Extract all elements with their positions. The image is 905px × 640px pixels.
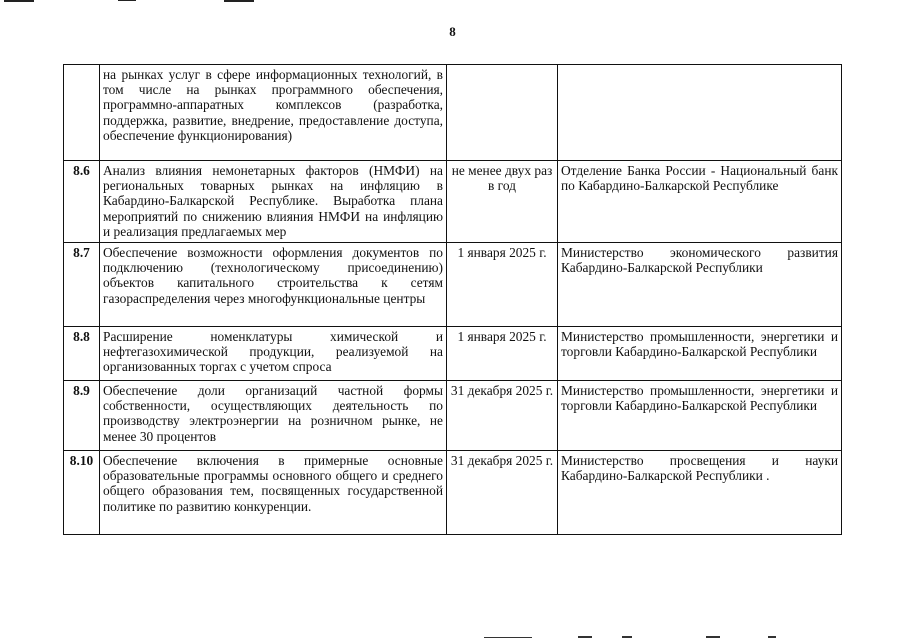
measures-table [63, 64, 842, 535]
measure-text: на рынках услуг в сфере информационных технологий, в том числе на рынках программного обеспечения, программно-аппаратных комплексов (разработка, поддержка, развитие, внедрение, предоставление доступа, обеспечение функционирования) [100, 65, 447, 161]
scan-edge-mark [622, 636, 632, 638]
responsible-body: Министерство просвещения и науки Кабардино-Балкарской Республики . [558, 451, 842, 535]
deadline: 31 декабря 2025 г. [447, 451, 558, 535]
responsible-body: Отделение Банка России - Национальный банк по Кабардино-Балкарской Республике [558, 161, 842, 243]
scan-edge-mark [4, 0, 34, 2]
responsible-body: Министерство промышленности, энергетики и торговли Кабардино-Балкарской Республики [558, 381, 842, 451]
row-number [64, 65, 100, 161]
row-number: 8.8 [64, 327, 100, 381]
table-row [64, 65, 842, 161]
responsible-body: Министерство экономического развития Кабардино-Балкарской Республики [558, 243, 842, 327]
row-number: 8.9 [64, 381, 100, 451]
deadline: не менее двух раз в год [447, 161, 558, 243]
scan-edge-mark [768, 636, 776, 638]
table-row [64, 327, 842, 381]
measure-text: Расширение номенклатуры химической и нефтегазохимической продукции, реализуемой на организованных торгах с учетом спроса [100, 327, 447, 381]
scan-edge-mark [706, 636, 720, 638]
measure-text: Обеспечение включения в примерные основные образовательные программы основного общего и среднего общего образования тем, посвященных государственной политике по развитию конкуренции. [100, 451, 447, 535]
measure-text: Анализ влияния немонетарных факторов (НМФИ) на региональных товарных рынках на инфляцию в Кабардино-Балкарской Республике. Выработка плана мероприятий по снижению влияния НМФИ на инфляцию и реализация предлагаемых мер [100, 161, 447, 243]
deadline: 1 января 2025 г. [447, 327, 558, 381]
table-row [64, 451, 842, 535]
measure-text: Обеспечение возможности оформления документов по подключению (технологическому присоединению) объектов капитального строительства к сетям газораспределения через многофункциональные центры [100, 243, 447, 327]
scan-edge-mark [484, 637, 532, 638]
table-row [64, 381, 842, 451]
deadline: 1 января 2025 г. [447, 243, 558, 327]
responsible-body: Министерство промышленности, энергетики и торговли Кабардино-Балкарской Республики [558, 327, 842, 381]
row-number: 8.10 [64, 451, 100, 535]
table-row [64, 161, 842, 243]
scan-edge-mark [118, 0, 136, 1]
page-number: 8 [449, 24, 456, 39]
scan-edge-mark [578, 636, 592, 638]
responsible-body [558, 65, 842, 161]
measure-text: Обеспечение доли организаций частной формы собственности, осуществляющих деятельность по производству электроэнергии на розничном рынке, не менее 30 процентов [100, 381, 447, 451]
table-row [64, 243, 842, 327]
scan-edge-mark [224, 0, 254, 2]
row-number: 8.6 [64, 161, 100, 243]
row-number: 8.7 [64, 243, 100, 327]
deadline [447, 65, 558, 161]
deadline: 31 декабря 2025 г. [447, 381, 558, 451]
